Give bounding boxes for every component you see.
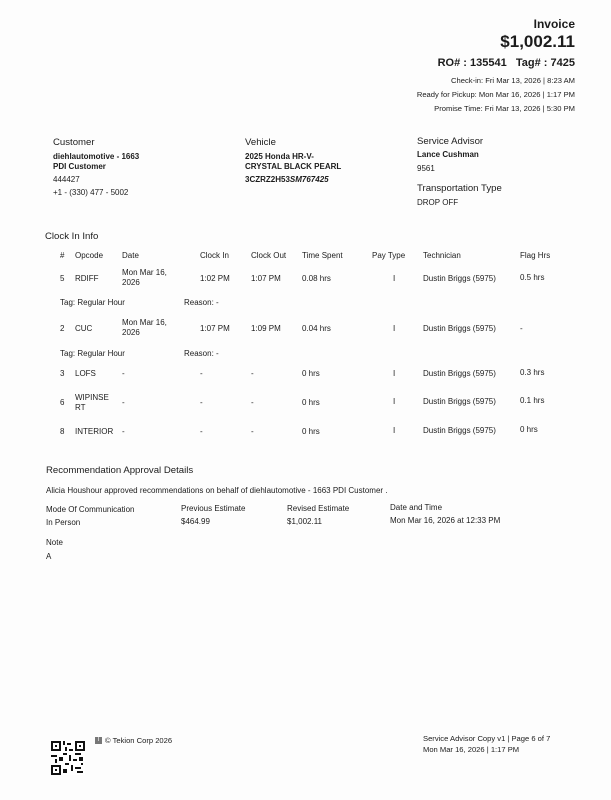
advisor-name: Lance Cushman <box>417 150 479 159</box>
customer-heading: Customer <box>53 137 95 148</box>
advisor-id: 9561 <box>417 164 435 173</box>
col-revised-estimate: Revised Estimate <box>287 504 350 513</box>
date-and-time-value: Mon Mar 16, 2026 at 12:33 PM <box>390 516 501 525</box>
row-pay-type: I <box>393 369 396 378</box>
row-clock-in: - <box>200 398 203 407</box>
row-pay-type: I <box>393 324 396 333</box>
row-date: Mon Mar 16, 2026 <box>122 268 167 287</box>
row-reason: Reason: - <box>184 298 219 307</box>
row-num: 5 <box>60 274 65 283</box>
vin-suffix: SM767425 <box>289 175 329 184</box>
row-date: - <box>122 427 125 436</box>
copy-page-label: Service Advisor Copy v1 | Page 6 of 7 <box>423 734 551 743</box>
col-header-pay-type: Pay Type <box>372 251 406 260</box>
row-time-spent: 0.08 hrs <box>302 274 331 283</box>
col-header-date: Date <box>122 251 139 260</box>
row-clock-out: 1:07 PM <box>251 274 281 283</box>
row-pay-type: I <box>393 426 396 435</box>
row-num: 2 <box>60 324 65 333</box>
note-value: A <box>46 552 52 561</box>
vehicle-vin <box>245 175 329 184</box>
revised-estimate-value: $1,002.11 <box>287 517 322 526</box>
row-flag-hrs: 0.5 hrs <box>520 273 545 282</box>
row-tag: Tag: Regular Hour <box>60 298 125 307</box>
advisor-heading: Service Advisor <box>417 136 484 147</box>
printed-time: Mon Mar 16, 2026 | 1:17 PM <box>423 745 520 754</box>
row-num: 8 <box>60 427 65 436</box>
clock-in-heading: Clock In Info <box>45 231 99 242</box>
col-date-and-time: Date and Time <box>390 503 443 512</box>
previous-estimate-value: $464.99 <box>181 517 210 526</box>
col-header-flag-hrs: Flag Hrs <box>520 251 551 260</box>
row-technician: Dustin Briggs (5975) <box>423 369 496 378</box>
row-num: 3 <box>60 369 65 378</box>
row-technician: Dustin Briggs (5975) <box>423 426 496 435</box>
col-previous-estimate: Previous Estimate <box>181 504 246 513</box>
document-title: Invoice <box>533 17 575 31</box>
row-clock-out: - <box>251 427 254 436</box>
row-flag-hrs: - <box>520 324 523 333</box>
row-time-spent: 0.04 hrs <box>302 324 331 333</box>
ro-number: 135541 <box>469 57 507 69</box>
row-flag-hrs: 0.1 hrs <box>520 396 545 405</box>
transportation-heading: Transportation Type <box>417 183 502 194</box>
row-time-spent: 0 hrs <box>302 427 320 436</box>
row-tag: Tag: Regular Hour <box>60 349 125 358</box>
ro-label: RO# : <box>437 57 467 69</box>
customer-name-line1: diehlautomotive - 1663 <box>53 152 140 161</box>
row-date: - <box>122 398 125 407</box>
row-opcode: RDIFF <box>75 274 99 283</box>
row-num: 6 <box>60 398 65 407</box>
row-date: Mon Mar 16, 2026 <box>122 318 167 337</box>
mode-of-communication-value: In Person <box>46 518 81 527</box>
promise-time: Promise Time: Fri Mar 13, 2026 | 5:30 PM <box>434 104 575 113</box>
row-opcode: LOFS <box>75 369 96 378</box>
transportation-value: DROP OFF <box>417 198 459 207</box>
row-technician: Dustin Briggs (5975) <box>423 324 496 333</box>
row-flag-hrs: 0 hrs <box>520 425 538 434</box>
vehicle-model: 2025 Honda HR-V- <box>245 152 314 161</box>
col-header-clock-out: Clock Out <box>251 251 287 260</box>
tag-label: Tag# : <box>515 57 548 69</box>
row-pay-type: I <box>393 397 396 406</box>
row-opcode: INTERIOR <box>75 427 114 436</box>
recommendation-statement: Alicia Houshour approved recommendations on behalf of diehlautomotive - 1663 PDI Customer . <box>46 486 388 495</box>
col-header-clock-in: Clock In <box>200 251 229 260</box>
row-opcode: CUC <box>75 324 93 333</box>
row-pay-type: I <box>393 274 396 283</box>
row-clock-out: 1:09 PM <box>251 324 281 333</box>
col-header-opcode: Opcode <box>75 251 104 260</box>
vehicle-heading: Vehicle <box>245 137 276 148</box>
ro-tag-line <box>438 57 575 69</box>
customer-phone: +1 - (330) 477 - 5002 <box>53 188 129 197</box>
row-time-spent: 0 hrs <box>302 369 320 378</box>
qr-code-icon <box>51 741 85 775</box>
note-label: Note <box>46 538 63 547</box>
row-technician: Dustin Briggs (5975) <box>423 397 496 406</box>
recommendation-heading: Recommendation Approval Details <box>46 465 194 476</box>
customer-name-line2: PDI Customer <box>53 162 106 171</box>
row-time-spent: 0 hrs <box>302 398 320 407</box>
col-mode-of-communication: Mode Of Communication <box>46 505 135 514</box>
vehicle-color: CRYSTAL BLACK PEARL <box>245 162 342 171</box>
row-clock-in: 1:02 PM <box>200 274 230 283</box>
row-date: - <box>122 369 125 378</box>
row-clock-in: - <box>200 369 203 378</box>
row-opcode: WIPINSE RT <box>75 393 109 412</box>
row-clock-in: 1:07 PM <box>200 324 230 333</box>
tekion-logo-icon: T <box>96 737 101 743</box>
row-clock-in: - <box>200 427 203 436</box>
row-clock-out: - <box>251 369 254 378</box>
customer-id: 444427 <box>53 175 80 184</box>
vin-prefix: 3CZRZ2H53 <box>245 175 290 184</box>
invoice-total: $1,002.11 <box>500 32 575 51</box>
tag-number: 7425 <box>550 57 575 69</box>
row-technician: Dustin Briggs (5975) <box>423 274 496 283</box>
row-flag-hrs: 0.3 hrs <box>520 368 545 377</box>
col-header-num: # <box>60 251 65 260</box>
row-clock-out: - <box>251 398 254 407</box>
row-reason: Reason: - <box>184 349 219 358</box>
col-header-technician: Technician <box>423 251 461 260</box>
copyright-line <box>95 736 172 745</box>
check-in-time: Check-in: Fri Mar 13, 2026 | 8:23 AM <box>451 76 575 85</box>
ready-for-pickup-time: Ready for Pickup: Mon Mar 16, 2026 | 1:17 PM <box>416 90 575 99</box>
copyright-text: © Tekion Corp 2026 <box>105 736 173 745</box>
col-header-time-spent: Time Spent <box>302 251 343 260</box>
